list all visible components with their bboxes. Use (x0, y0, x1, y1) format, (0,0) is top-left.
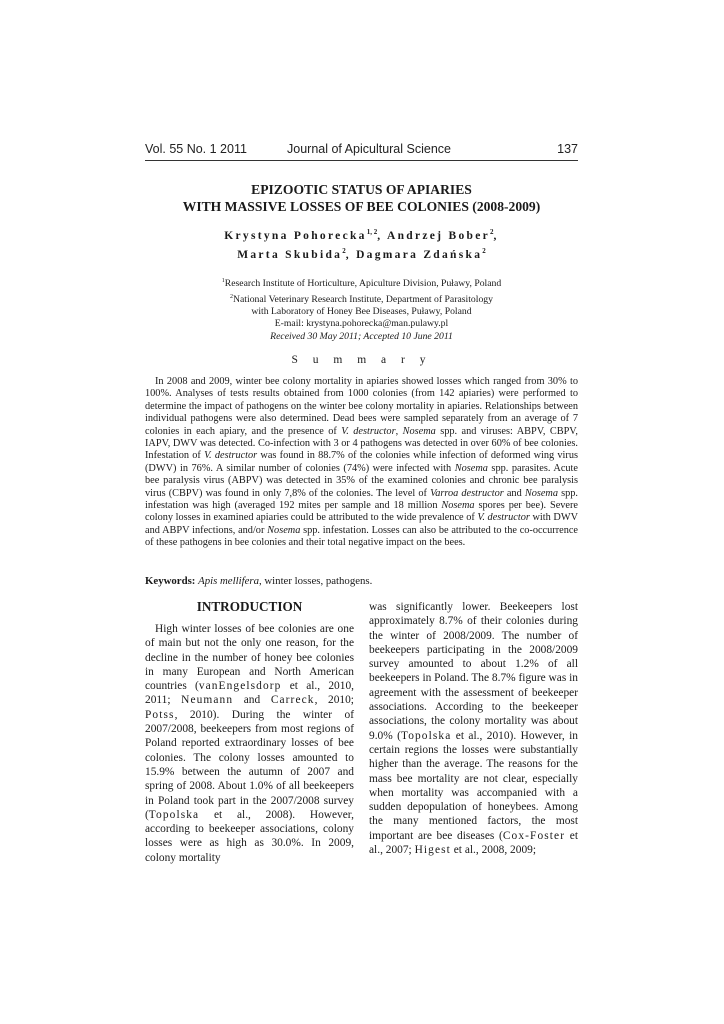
italic-term: Nosema (524, 487, 559, 499)
italic-term: V. destructor (477, 512, 530, 524)
page-number: 137 (557, 142, 578, 156)
keyword-species: Apis mellifera (198, 575, 259, 587)
author-citation: Neumann (181, 694, 234, 707)
text-run: spp. infestation. Losses can also be attributed to the co-occurrence of these pathogens in bee colonies and their total negative impact on the bees. (145, 524, 578, 549)
abstract (145, 376, 578, 550)
author-line-2: Marta Skubida$^2$, Dagmara Zdańska$^2$ (237, 247, 486, 261)
keywords-rest: , winter losses, pathogens. (258, 575, 373, 587)
author-affiliation-mark: 2 (482, 247, 486, 255)
affiliation-1: $^1$Research Institute of Horticulture, Apiculture Division, Puławy, Poland (221, 278, 502, 290)
title-line-2: WITH MASSIVE LOSSES OF BEE COLONIES (2008-2009) (182, 199, 541, 214)
text-run: and (503, 487, 525, 499)
author-affiliation-mark: 2 (342, 247, 346, 255)
keywords-label: Keywords: (145, 575, 196, 587)
volume-info: Vol. 55 No. 1 2011 (145, 142, 247, 156)
text-run: , 2010). During the winter of 2007/2008, beekeepers from most regions of Poland reported extraordinary losses of bee colonies. The colony losses amounted to 15.9% between the autumn of 2007 and spring of 2008. About 1.0% of all beekeepers in Poland took part in the 2007/2008 survey ( (145, 708, 354, 821)
text-run: was found in 88.7% of the colonies while infection of deformed wing virus (DWV) in 76%. A similar number of colonies (74%) were infected with (145, 450, 578, 474)
author-citation: Higest (414, 844, 451, 857)
text-run: spp. infestation was high (averaged 192 mites per sample and 18 million (145, 487, 579, 512)
italic-term: Nosema (454, 462, 488, 474)
text-run: , 2010; (314, 694, 354, 707)
text-run: spp. and viruses: ABPV, CBPV, IAPV, DWV was detected. Co-infection with 3 or 4 pathogens was detected in over 60% of bee colonies. Infestation of (145, 425, 578, 462)
italic-term: V. destructor (204, 450, 258, 462)
running-header (145, 142, 578, 160)
author-name: Dagmara Zdańska (356, 248, 483, 261)
text-run: et al., 2010). However, in certain regions the losses were substantially higher than the average. The reasons for the mass bee mortality are not clear, especially when mortality was accompanied with a sudden depopulation of honeybees. Among the many mentioned factors, the most important are bee diseases ( (369, 729, 579, 842)
header-rule (145, 160, 578, 161)
title-line-1: EPIZOOTIC STATUS OF APIARIES (251, 182, 472, 197)
left-column (145, 599, 354, 865)
right-column (369, 600, 578, 857)
text-run: et al., 2007; (369, 829, 578, 857)
author-citation: Topolska (400, 729, 452, 742)
affiliations (145, 275, 578, 331)
text-run: was significantly lower. Beekeepers lost approximately 8.7% of their colonies during the winter of 2008/2009. The number of beekeepers participating in the 2008/2009 survey amounted to about 1.2% of all beekeepers in Poland. The 8.7% figure was in agreement with the assessment of beekeeper associations. According to the beekeeper associations, the colony mortality was about 9.0% ( (369, 601, 578, 742)
text-run: et al., 2010, 2011; (145, 680, 354, 707)
author-citation: Topolska (148, 808, 200, 821)
author-citation: Cox-Foster (502, 829, 566, 842)
author-line-1: Krystyna Pohorecka$^{1, 2}$, Andrzej Bober$^2$, (224, 228, 499, 242)
author-name: Marta Skubida (237, 248, 343, 261)
section-heading-introduction: INTRODUCTION (196, 599, 303, 614)
text-run: spp. parasites. Acute bee paralysis virus (ABPV) was detected in 35% of the examined colonies and chronic bee paralysis virus (CBPV) was found in only 7,8% of the colonies. The level of (145, 462, 578, 499)
text-run: , (395, 425, 403, 437)
text-run: with DWV and ABPV infections, and/or (145, 512, 579, 536)
text-run: High winter losses of bee colonies are one of main but not the only one reason, for the decline in the number of honey bee colonies in many European and North American countries ( (145, 623, 354, 693)
text-run: et al., 2008, 2009; (450, 844, 537, 857)
received-date: Received 30 May 2011; Accepted 10 June 2011 (270, 331, 453, 342)
keywords (145, 575, 578, 587)
text-run: In 2008 and 2009, winter bee colony mortality in apiaries showed losses which ranged from 30% to 100%. Analyses of tests results obtained from 1000 colonies (from 142 apiaries) were performed to determine the impact of pathogens on the winter bee colony mortality in apiaries. Relationships between individual pathogens were also determined. Dead bees were sampled separately from an average of 7 colonies in each apiary, and the presence of (145, 376, 578, 437)
author-name: Andrzej Bober (386, 229, 491, 242)
intro-paragraph-right (369, 600, 578, 857)
affiliation-2-cont: with Laboratory of Honey Bee Diseases, Puławy, Poland (251, 306, 472, 318)
summary-heading: S u m m a r y (291, 354, 432, 366)
author-citation: Potss (145, 708, 175, 721)
text-run: and (233, 694, 271, 707)
italic-term: Nosema (441, 500, 475, 512)
text-run: spores per bee). Severe colony losses in examined apiaries could be attributed to the wide prevalence of (145, 500, 578, 524)
affiliation-2: $^2$National Veterinary Research Institute, Department of Parasitology (230, 293, 493, 305)
italic-term: V. destructor (341, 425, 396, 437)
email: E-mail: krystyna.pohorecka@man.pulawy.pl (274, 318, 449, 330)
intro-paragraph-left (145, 622, 354, 865)
text-run: et al., 2008). However, according to beekeeper associations, colony losses were as high as 30.0%. In 2009, colony mortality (145, 808, 354, 864)
article-title (145, 181, 578, 215)
author-affiliation-mark: 1, 2 (366, 228, 378, 236)
author-citation: vanEngelsdorp (198, 680, 282, 693)
italic-term: Nosema (402, 425, 436, 437)
author-citation: Carreck (270, 694, 315, 707)
italic-term: Varroa destructor (430, 487, 504, 499)
italic-term: Nosema (267, 524, 301, 536)
author-affiliation-mark: 2 (490, 228, 494, 236)
journal-name: Journal of Apicultural Science (287, 142, 451, 156)
author-name: Krystyna Pohorecka (224, 229, 367, 242)
